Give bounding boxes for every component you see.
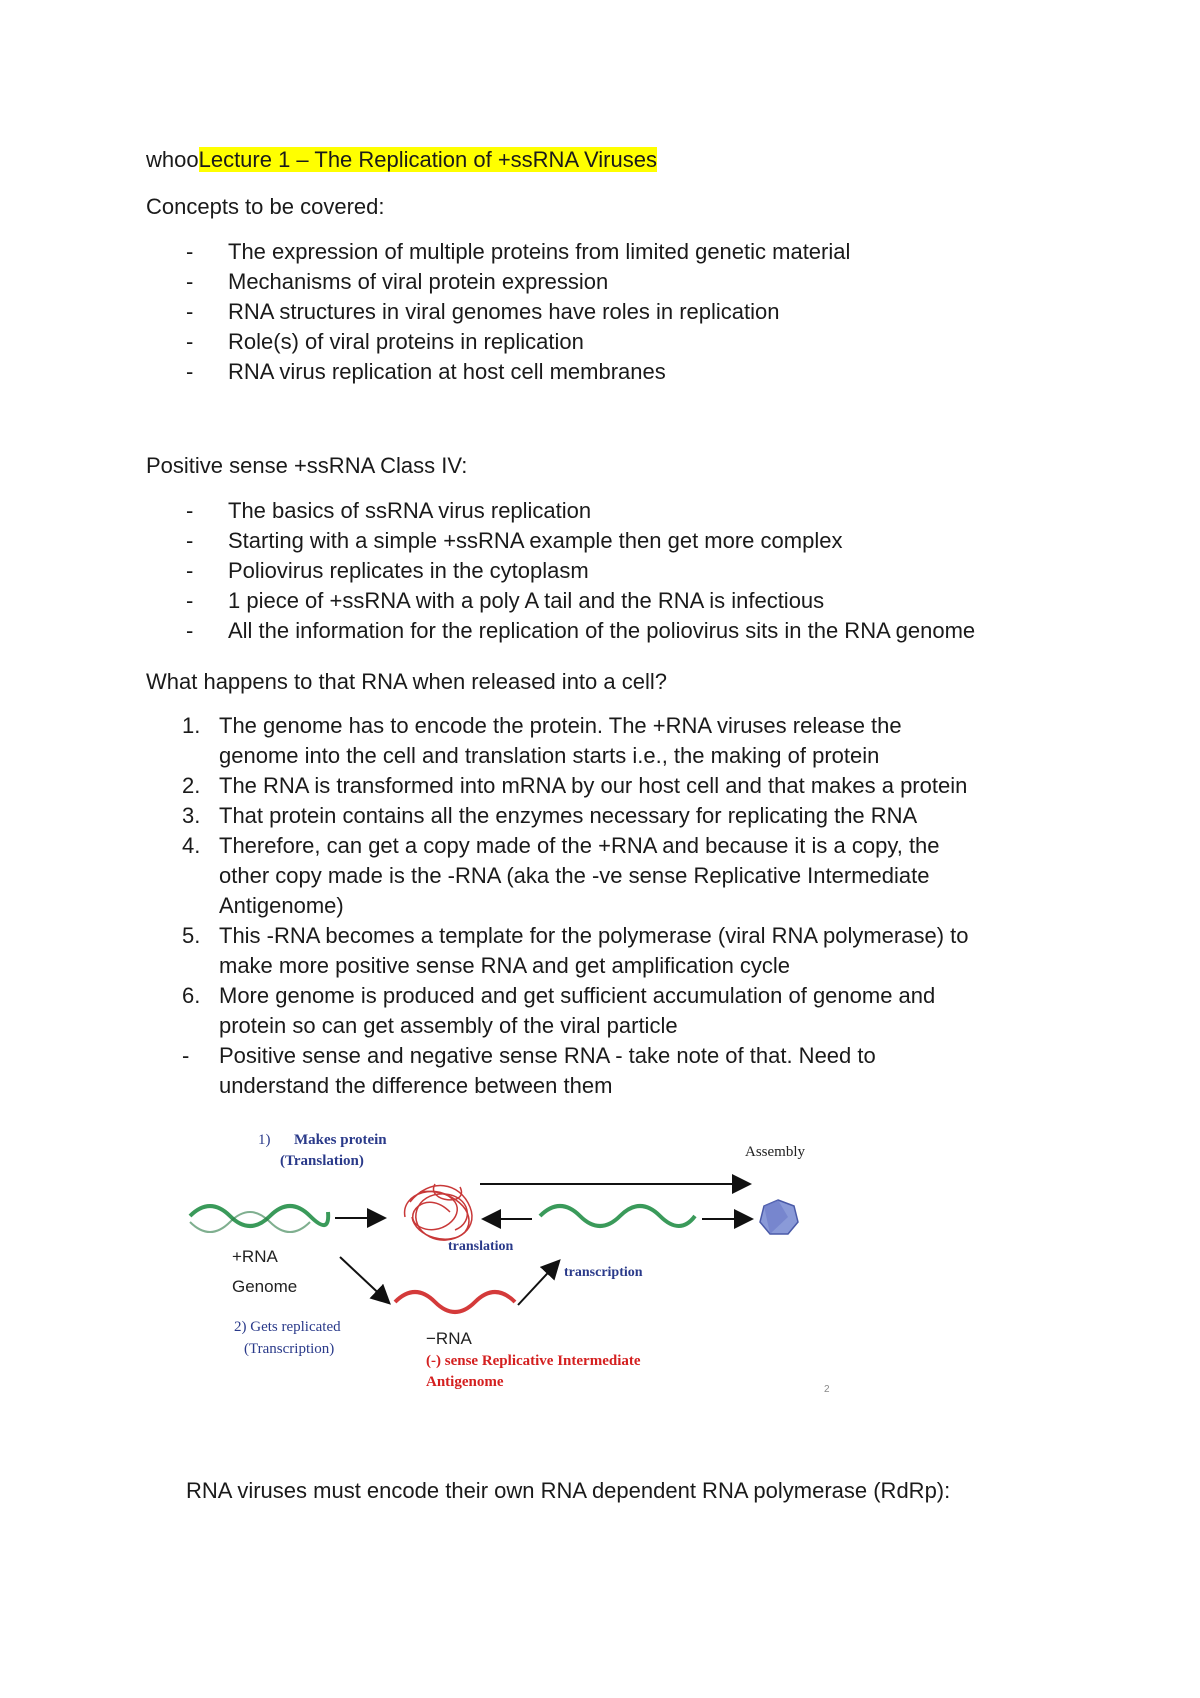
bullet-marker: -	[186, 618, 194, 643]
bullet-marker: -	[186, 329, 194, 354]
step1-label: Makes protein	[294, 1132, 387, 1148]
document-title	[146, 145, 657, 175]
bullet-text: Poliovirus replicates in the cytoplasm	[228, 558, 589, 583]
numbered-item-line: Therefore, can get a copy made of the +RNA and because it is a copy, the	[219, 833, 940, 858]
concepts-heading: Concepts to be covered:	[146, 194, 385, 219]
title-highlighted: Lecture 1 – The Replication of +ssRNA Viruses	[198, 147, 657, 172]
bullet-text: RNA structures in viral genomes have roles in replication	[228, 299, 780, 324]
list-marker: 3.	[182, 803, 201, 828]
ri-label-line2: Antigenome	[426, 1374, 504, 1390]
list-marker: 4.	[182, 833, 201, 858]
numbered-item-line: The RNA is transformed into mRNA by our host cell and that makes a protein	[219, 773, 968, 798]
bullet-text: Starting with a simple +ssRNA example then get more complex	[228, 528, 843, 553]
protein-tangle-icon	[405, 1184, 472, 1240]
numbered-item-line: understand the difference between them	[219, 1073, 613, 1098]
bullet-text: RNA virus replication at host cell membranes	[228, 359, 666, 384]
bullet-text: The expression of multiple proteins from limited genetic material	[228, 239, 851, 264]
what-happens-heading: What happens to that RNA when released into a cell?	[146, 669, 667, 694]
bullet-marker: -	[186, 588, 194, 613]
footer-text: RNA viruses must encode their own RNA dependent RNA polymerase (RdRp):	[186, 1478, 951, 1503]
bullet-text: Role(s) of viral proteins in replication	[228, 329, 584, 354]
list-marker: 6.	[182, 983, 201, 1008]
translation-label: translation	[448, 1239, 514, 1254]
numbered-item-line: Antigenome)	[219, 893, 344, 918]
list-marker: 2.	[182, 773, 201, 798]
slide-number: 2	[824, 1384, 830, 1395]
plus-rna-label: +RNA	[232, 1247, 278, 1266]
arrow-replication	[340, 1257, 388, 1302]
numbered-item-line: More genome is produced and get sufficient accumulation of genome and	[219, 983, 936, 1008]
step2-label: 2) Gets replicated	[234, 1319, 341, 1335]
numbered-item-line: genome into the cell and translation starts i.e., the making of protein	[219, 743, 880, 768]
ri-label-line1: (-) sense Replicative Intermediate	[426, 1353, 641, 1369]
numbered-item-line: protein so can get assembly of the viral particle	[219, 1013, 678, 1038]
numbered-item-line: Positive sense and negative sense RNA - take note of that. Need to	[219, 1043, 876, 1068]
arrow-transcription	[518, 1262, 558, 1305]
list-marker: 1.	[182, 713, 201, 738]
assembly-label: Assembly	[745, 1144, 805, 1160]
bullet-marker: -	[186, 239, 194, 264]
numbered-item-line: This -RNA becomes a template for the polymerase (viral RNA polymerase) to	[219, 923, 969, 948]
step1-number: 1)	[258, 1132, 271, 1148]
bullet-marker: -	[186, 299, 194, 324]
plus-rna-strand	[190, 1206, 328, 1226]
bullet-text: 1 piece of +ssRNA with a poly A tail and the RNA is infectious	[228, 588, 825, 613]
numbered-item-line: other copy made is the -RNA (aka the -ve sense Replicative Intermediate	[219, 863, 930, 888]
bullet-text: All the information for the replication of the poliovirus sits in the RNA genome	[228, 618, 976, 643]
plus-rna-strand-shadow	[190, 1212, 310, 1232]
step2-sub: (Transcription)	[244, 1341, 335, 1357]
genome-label: Genome	[232, 1277, 298, 1296]
list-marker: -	[182, 1043, 190, 1068]
step1-sub: (Translation)	[280, 1153, 364, 1169]
list-marker: 5.	[182, 923, 201, 948]
bullet-marker: -	[186, 498, 194, 523]
plus-rna-copy-strand	[540, 1206, 695, 1226]
bullet-marker: -	[186, 558, 194, 583]
numbered-item-line: make more positive sense RNA and get amplification cycle	[219, 953, 791, 978]
bullet-text: The basics of ssRNA virus replication	[228, 498, 592, 523]
minus-rna-strand	[395, 1292, 515, 1312]
bullet-marker: -	[186, 359, 194, 384]
numbered-item-line: The genome has to encode the protein. The +RNA viruses release the	[219, 713, 902, 738]
transcription-label: transcription	[564, 1265, 643, 1280]
numbered-item-line: That protein contains all the enzymes necessary for replicating the RNA	[219, 803, 918, 828]
minus-rna-label: −RNA	[426, 1329, 472, 1348]
rna-replication-diagram	[180, 1122, 860, 1412]
bullet-marker: -	[186, 528, 194, 553]
bullet-marker: -	[186, 269, 194, 294]
title-prefix: whoo	[146, 147, 199, 172]
positive-sense-heading: Positive sense +ssRNA Class IV:	[146, 453, 468, 478]
bullet-text: Mechanisms of viral protein expression	[228, 269, 609, 294]
